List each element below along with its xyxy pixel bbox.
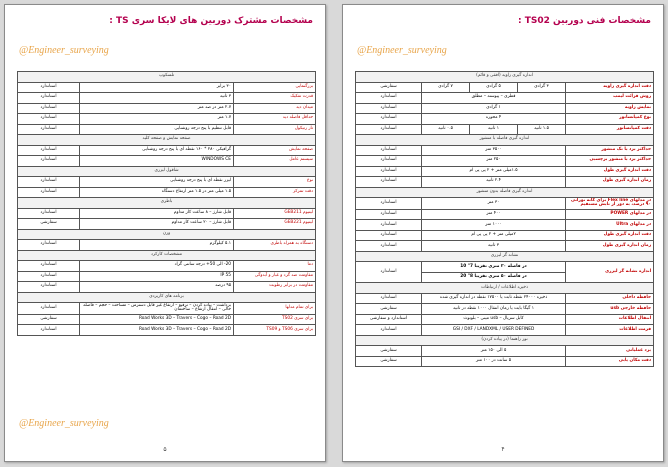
spec-label: نوع [234,177,316,188]
spec-value: Road Works 3D – Travers – Cogo – Road 2D [80,325,234,336]
spec-value: ۷ گرادی [422,82,470,93]
spec-option: استاندارد [18,303,80,315]
section-header: نشانه گر لیزری [356,251,654,262]
page-title: مشخصات فنی دوربین TS02 : [517,16,651,26]
spec-option: استاندارد [18,208,80,219]
spec-value: قابل تنظیم با پنج درجه روشنایی [80,124,234,135]
spec-label: حداکثر برد با منشور برچسبی [566,156,654,167]
table-row [356,314,654,325]
spec-label: تار رتیکول [234,124,316,135]
spec-label: قدرت تفکیک [234,93,316,104]
table-row [18,93,316,104]
spec-value: ۲.۴ ثانیه [422,177,566,188]
spec-value: ۹۵ درصد [80,282,234,293]
table-row [18,303,316,315]
section-header-row [356,187,654,198]
spec-option: استاندارد [18,177,80,188]
section-header-row [356,251,654,262]
spec-option: استاندارد [356,93,422,104]
spec-option: استاندارد [18,93,80,104]
table-row [18,240,316,251]
table-row [356,145,654,156]
spec-option: استاندارد [18,156,80,167]
spec-value: ۵.۱ کیلوگرم [80,240,234,251]
spec-option: استاندارد [356,103,422,114]
spec-option: استاندارد [18,103,80,114]
table-row [356,177,654,188]
section-header: برنامه های کاربردی [18,292,316,303]
section-header: نور راهنما (در پیاده کردن) [356,335,654,346]
section-header-row [356,283,654,294]
table-row [18,103,316,114]
table-row [18,271,316,282]
spec-option: استاندارد [356,156,422,167]
section-header-row [18,166,316,177]
spec-value: ۳ ثانیه [422,241,566,252]
section-header: تلسکوپ [18,72,316,83]
page-number: ۴ [501,446,505,453]
spec-value: برداشت – پیاده کردن – ترفیع – ارتفاع غیر قابل دسترس – مساحت – حجم – فاصله خالی – انتقال ارتفاع – ساختمان [80,303,234,315]
spec-value: ۳۰ برابر [80,82,234,93]
table-row [356,304,654,315]
spec-value: در فاصله ۳۰ متری تقریبا 7" 10 [422,262,566,273]
spec-option: سفارشی [356,356,422,367]
spec-label: دقت مکان یابی [566,356,654,367]
spec-value: ۵ الی ۱۵۰ متر [422,346,566,357]
spec-option: استاندارد [356,124,422,135]
spec-label: انتقال اطلاعات [566,314,654,325]
table-row [356,293,654,304]
spec-label: دقت اندازه گیری زاویه [566,82,654,93]
spec-option: استاندارد و سفارشی [356,314,422,325]
spec-value: ۱ گرادی [422,103,566,114]
spec-value: ۳ ثانیه [80,93,234,104]
spec-label: دقت اندازه گیری طول [566,166,654,177]
spec-option: استاندارد [356,114,422,125]
spec-label: حداکثر برد با تک منشور [566,145,654,156]
table-row [356,124,654,135]
section-header: اندازه گیری فاصله بدون منشور [356,187,654,198]
table-row [18,325,316,336]
table-row [356,198,654,210]
spec-value: ۱.۷ متر [80,114,234,125]
spec-value: لیزر نقطه ای با پنج درجه روشنایی [80,177,234,188]
spec-option: سفارشی [356,304,422,315]
table-row [18,156,316,167]
spec-value: ۳۵۰۰ متر [422,145,566,156]
spec-value: ۲.۷ متر در صد متر [80,103,234,114]
spec-option: استاندارد [18,145,80,156]
section-header: ذخیره اطلاعات / ارتباطات [356,283,654,294]
spec-option: استاندارد [18,240,80,251]
spec-option: استاندارد [356,220,422,231]
spec-label: دقت اندازه گیری طول [566,230,654,241]
spec-label: برای سری TS06 و TS09 [234,325,316,336]
spec-option: استاندارد [356,145,422,156]
spec-label: در مدلهای POWER [566,209,654,220]
spec-label: حافظه خارجی usb [566,304,654,315]
spec-option: استاندارد [356,325,422,336]
section-header-row [18,229,316,240]
spec-label: مقاومت ضد گرد و غبار و آبدوگی [234,271,316,282]
section-header: شاقول لیزری [18,166,316,177]
spec-label: دستگاه به همراه باطری [234,240,316,251]
spec-value: ۰.۵ ثانیه [422,124,470,135]
spec-value: ۱۰۰۰ متر [422,220,566,231]
spec-label: بزرگنمایی [234,82,316,93]
spec-value: ۲میلی متر + ۲ پی پی ام [422,230,566,241]
page-5 [4,4,326,462]
section-header-row [18,135,316,146]
spec-value: ۱.۵ میلی متر در ۱.۵ متر ارتفاع دستگاه [80,187,234,198]
spec-option: استاندارد [18,325,80,336]
spec-option: استاندارد [356,241,422,252]
spec-option: استاندارد [356,293,422,304]
spec-label: حداقل فاصله دید [234,114,316,125]
spec-value: GSI / DXF / LANDXML / USER DEFINED [422,325,566,336]
spec-value: ۲۵۰ متر [422,156,566,167]
spec-label: میدان دید [234,103,316,114]
table-row [18,124,316,135]
spec-value: ۱.۵ ثانیه [518,124,566,135]
section-header-row [18,250,316,261]
spec-value: کابل سریال – usb مینی – بلوتوث [422,314,566,325]
spec-label: نوع کمپانساتور [566,114,654,125]
spec-value: ۴ محوره [422,114,566,125]
spec-label: برد عملیاتی [566,346,654,357]
spec-value: ذخیره ۲۴۰۰۰ نقطه ثابت یا ۱۷۵۰۰ نقطه در اندازه گیری شده [422,293,566,304]
table-row [18,314,316,325]
spec-label: برای سری TS02 [234,314,316,325]
spec-label: لیتیوم GEB211 [234,208,316,219]
spec-option: استاندارد [18,271,80,282]
page-title: مشخصات مشترک دوربین های لایکا سری TS : [109,16,313,26]
spec-label: سیستم عامل [234,156,316,167]
table-row [356,241,654,252]
section-header-row [356,72,654,83]
spec-value: ۴۰۰ متر [422,209,566,220]
spec-label: لیتیوم GEB221 [234,219,316,230]
table-row [356,346,654,357]
table-row [356,209,654,220]
table-row [356,166,654,177]
spec-value: WINDOWS CE [80,156,234,167]
spec-label: زمان اندازه گیری طول [566,177,654,188]
ts02-specs-table [355,71,654,367]
section-header: صفحه نمایش و صفحه کلید [18,135,316,146]
spec-value: IP 55 [80,271,234,282]
spec-option: استاندارد [18,114,80,125]
spec-label: حافظه داخلی [566,293,654,304]
spec-label: در مدلهای Flex line برای کانه نورانی ۹۰ درصد، به دور از تابش مستقیم [566,198,654,210]
spec-value: Road Works 3D – Travers – Cogo – Road 2D [80,314,234,325]
spec-label: اندازه نشانه گر لیزری [566,262,654,283]
spec-value: ۵ سانت در ۱۰۰ متر [422,356,566,367]
table-row [18,82,316,93]
spec-label: نمایش زاویه [566,103,654,114]
spec-label: فرمت اطلاعات [566,325,654,336]
spec-label: برای تمام مدلها [234,303,316,315]
spec-option: سفارشی [356,82,422,93]
section-header: اندازه گیری فاصله با منشور [356,135,654,146]
table-row [356,325,654,336]
page-4 [342,4,664,462]
spec-value: در فاصله ۵۰ متری تقریبا 8" 20 [422,272,566,283]
table-row [356,82,654,93]
spec-option: استاندارد [356,177,422,188]
spec-option: سفارشی [356,346,422,357]
table-row [18,187,316,198]
table-row [18,282,316,293]
spec-label: در مدلهای Ultra [566,220,654,231]
section-header-row [18,72,316,83]
section-header-row [356,335,654,346]
spec-value: ۳ گرادی [518,82,566,93]
common-specs-table [17,71,316,336]
table-row [356,262,654,273]
spec-value: قطری – پیوسته – مطلق [422,93,566,104]
spec-value: ۱ گیگا بایت یا زمان انتقال ۱۰۰۰ نقطه در ثانیه [422,304,566,315]
table-row [356,103,654,114]
table-row [356,156,654,167]
section-header: باطری [18,198,316,209]
section-header: وزن [18,229,316,240]
spec-value: قابل شارژ – ۸ ساعت کار مداوم [80,208,234,219]
table-row [18,177,316,188]
spec-option: سفارشی [18,314,80,325]
section-header-row [18,292,316,303]
watermark-top: @Engineer_surveying [19,45,109,56]
spec-value: ۱ ثانیه [470,124,518,135]
spec-option: استاندارد [18,187,80,198]
spec-option: استاندارد [18,282,80,293]
spec-value: 20- الی 50+ درجه سانتی گراد [80,261,234,272]
page-number: ۵ [163,446,167,453]
table-row [356,114,654,125]
spec-value: ۳۰ متر [422,198,566,210]
spec-option: استاندارد [18,82,80,93]
table-row [18,208,316,219]
spec-value: گرافیکی ۲۸۰ * ۱۶۰ نقطه ای با پنج درجه روشنایی [80,145,234,156]
spec-label: صفحه نمایش [234,145,316,156]
spec-label: زمان اندازه گیری طول [566,241,654,252]
table-row [18,261,316,272]
spec-option: استاندارد [356,262,422,283]
spec-label: روش قرائت لیمب [566,93,654,104]
table-row [18,145,316,156]
table-row [356,220,654,231]
table-row [356,230,654,241]
spec-option: استاندارد [18,261,80,272]
section-header-row [18,198,316,209]
spec-option: استاندارد [18,124,80,135]
spec-option: استاندارد [356,230,422,241]
spec-label: مقاومت در برابر رطوبت [234,282,316,293]
spec-value: قابل شارژ – ۲۰ ساعت کار مداوم [80,219,234,230]
spec-label: دقت تمرکز [234,187,316,198]
table-row [356,356,654,367]
section-header: مشخصات کارکرد [18,250,316,261]
spec-value: ۵ گرادی [470,82,518,93]
spec-label: دقت کمپانساتور [566,124,654,135]
table-row [18,114,316,125]
watermark-top: @Engineer_surveying [357,45,447,56]
table-row [356,93,654,104]
table-row [18,219,316,230]
spec-value: ۱.۵میلی متر + ۲ پی پی ام [422,166,566,177]
spec-option: سفارشی [18,219,80,230]
watermark-bottom: @Engineer_surveying [19,418,109,429]
spec-option: استاندارد [356,209,422,220]
section-header-row [356,135,654,146]
spec-option: استاندارد [356,198,422,210]
spec-label: دما [234,261,316,272]
spec-option: استاندارد [356,166,422,177]
section-header: اندازه گیری زاویه (افقی و قائم) [356,72,654,83]
